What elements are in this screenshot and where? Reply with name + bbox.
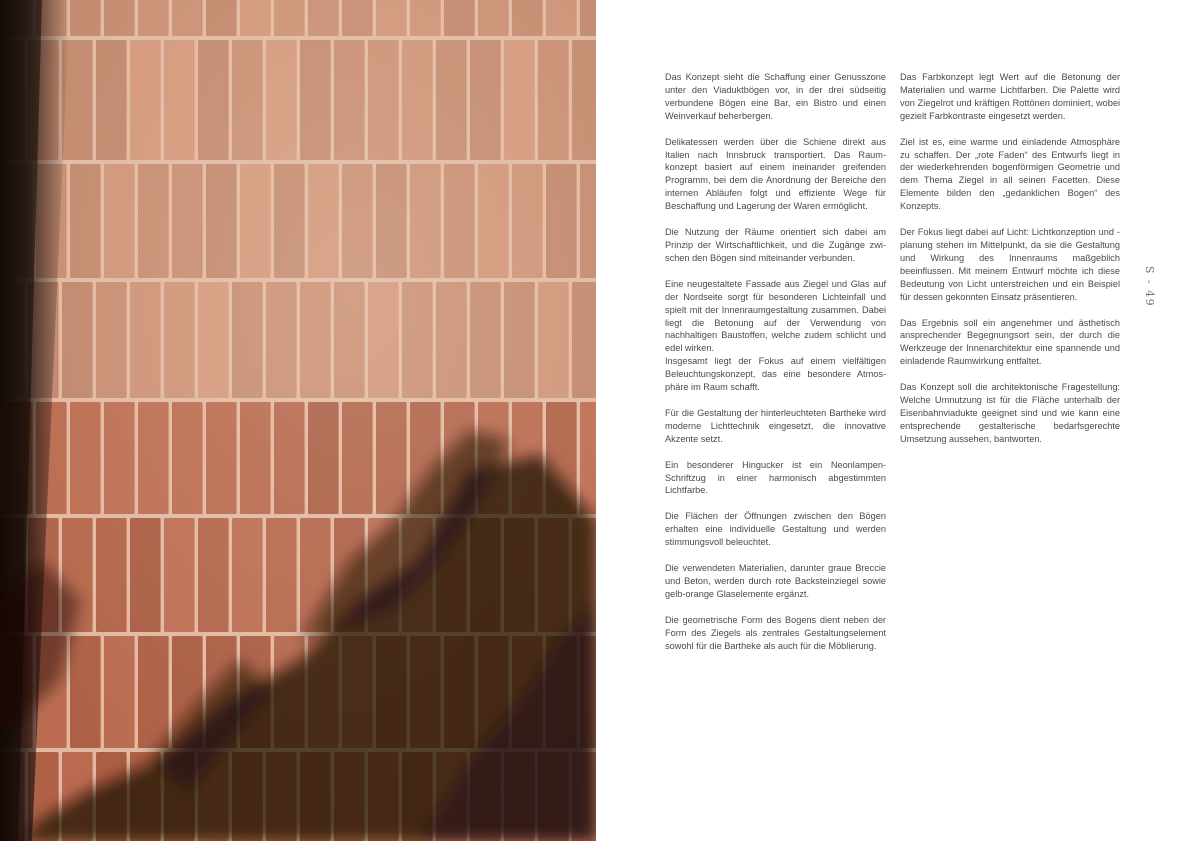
paragraph: Die Flächen der Öffnungen zwischen den Bögen erhalten eine individuelle Gestaltung und werden stimmungsvoll beleuchtet. xyxy=(665,511,886,548)
text-column-right xyxy=(900,71,1120,446)
paragraph: Ziel ist es, eine warme und einladende Atmosphäre zu schaffen. Der „rote Faden“ des Entwurfs liegt in der wiederkehrenden bogenförmigen Geometrie und dem Thema Ziegel in all seinen Facetten. Diese Elemente bilden den „gedanklichen Bogen“ des Konzepts. xyxy=(900,136,1120,212)
text-column-left xyxy=(665,71,886,653)
paragraph: Delikatessen werden über die Schiene direkt aus Italien nach Innsbruck transportiert. Das Raumkonzept basiert auf einem ineinander greifenden Programm, bei dem die Anordnung der Bereiche den internen Abläufen folgt und effiziente Wege für Beschaffung und Lagerung der Waren ermöglicht. xyxy=(665,136,886,212)
paragraph: Das Ergebnis soll ein angenehmer und ästhetisch ansprechender Begegnungsort sein, der durch die Werkzeuge der Innenarchitektur eine spannende und einladende Raumwirkung entfaltet. xyxy=(900,317,1120,367)
paragraph: Der Fokus liegt dabei auf Licht: Lichtkonzeption und -planung stehen im Mittelpunkt, da sie die Gestaltung und Wirkung des Innenraums maßgeblich beeinflussen. Mit meinem Entwurf möchte ich diese Bedeutung von Licht unterstreichen und ein Beispiel für dessen gekonnten Einsatz präsentieren. xyxy=(900,227,1120,302)
paragraph: Die Nutzung der Räume orientiert sich dabei am Prinzip der Wirtschaftlichkeit, und die Zugänge zwischen den Bögen sind miteinander verbunden. xyxy=(665,227,886,263)
paragraph: Die verwendeten Materialien, darunter graue Breccie und Beton, werden durch rote Backsteinziegel sowie gelb-orange Glaselemente ergänzt. xyxy=(665,563,886,599)
paragraph: Ein besonderer Hingucker ist ein Neonlampen-Schriftzug in einer harmonisch abgestimmten Lichtfarbe. xyxy=(665,459,886,496)
paragraph: Das Farbkonzept legt Wert auf die Betonung der Materialien und warme Lichtfarben. Die Palette wird von Ziegelrot und kräftigen Rottönen dominiert, wobei gezielt Farbkontraste eingesetzt werden. xyxy=(900,72,1120,121)
paragraph: Eine neugestaltete Fassade aus Ziegel und Glas auf der Nordseite sorgt für besonderen Lichteinfall und spielt mit der Innenraumgestaltung zusammen. Dabei liegt die Betonung auf der Verwendung von nachhaltigen Baustoffen, welche zudem schlicht und edel wirken. Insgesamt liegt der Fokus auf einem vielfältigen Beleuchtungskonzept, das eine besondere Atmosphäre im Raum schafft. xyxy=(665,278,886,393)
paragraph: Das Konzept sieht die Schaffung einer Genusszone unter den Viaduktbögen vor, in der drei südseitig verbundene Bögen eine Bar, ein Bistro und einen Weinverkauf beherbergen. xyxy=(665,72,886,121)
page-number-label: S - 49 xyxy=(1143,265,1157,307)
paragraph: Für die Gestaltung der hinterleuchteten Bartheke wird moderne Lichttechnik eingesetzt, die innovative Akzente setzt. xyxy=(665,407,886,444)
page-number xyxy=(1138,256,1162,316)
paragraph: Das Konzept soll die architektonische Fragestellung: Welche Umnutzung ist für die Fläche unterhalb der Eisenbahnviadukte geeignet sind und wie kann eine entsprechende gestalterische bedarfsgerechte Umsetzung aussehen, bantworten. xyxy=(900,382,1120,444)
right-page xyxy=(596,0,1190,841)
paragraph: Die geometrische Form des Bogens dient neben der Form des Ziegels als zentrales Gestaltungselement sowohl für die Bartheke als auch für die Möblierung. xyxy=(665,614,886,651)
